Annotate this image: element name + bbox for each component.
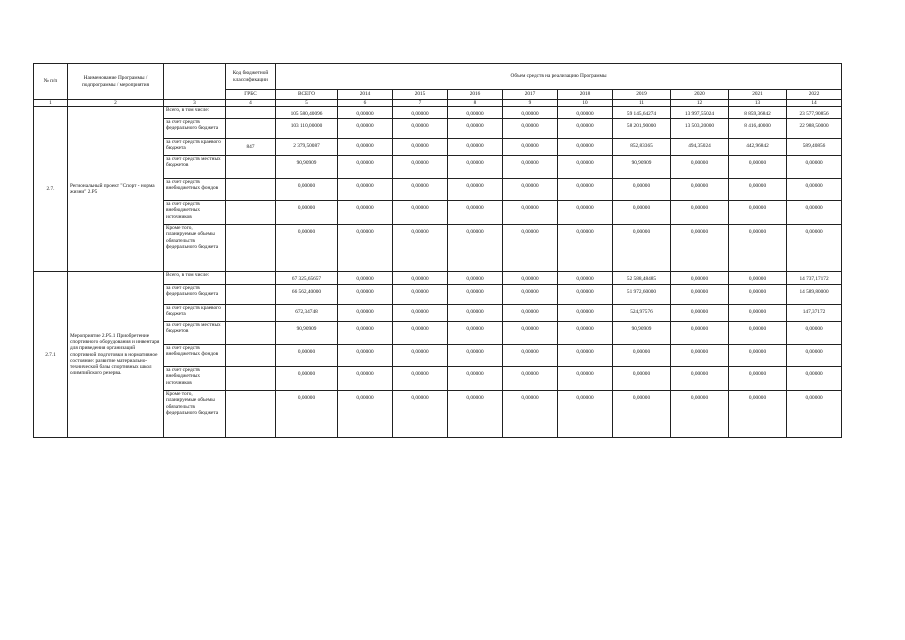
amount-cell: 0,00000 <box>276 367 338 391</box>
header-year: ВСЕГО <box>276 90 338 100</box>
row-number: 2.7.1 <box>34 272 68 438</box>
amount-cell: 0,00000 <box>503 156 558 179</box>
header-kbk: Код бюджетной классификации <box>226 64 276 90</box>
amount-cell: 0,00000 <box>558 139 613 156</box>
amount-cell: 0,00000 <box>503 322 558 345</box>
funding-source: за счет средств федерального бюджета <box>164 285 226 305</box>
amount-cell: 0,00000 <box>671 201 729 225</box>
amount-cell: 494,35024 <box>671 139 729 156</box>
amount-cell: 0,00000 <box>558 391 613 438</box>
program-name: Региональный проект "Спорт - норма жизни" 2.Р5 <box>68 107 164 272</box>
amount-cell: 0,00000 <box>613 225 671 272</box>
amount-cell: 0,00000 <box>338 139 393 156</box>
amount-cell: 0,00000 <box>787 156 842 179</box>
amount-cell: 0,00000 <box>503 391 558 438</box>
grbs-code <box>226 156 276 179</box>
amount-cell: 0,00000 <box>613 201 671 225</box>
grbs-code <box>226 225 276 272</box>
amount-cell: 0,00000 <box>671 225 729 272</box>
amount-cell: 0,00000 <box>338 179 393 201</box>
amount-cell: 0,00000 <box>729 305 787 322</box>
amount-cell: 0,00000 <box>448 225 503 272</box>
amount-cell: 0,00000 <box>503 139 558 156</box>
amount-cell: 0,00000 <box>338 272 393 285</box>
program-name: Мероприятие 2.Р5.1 Приобретение спортивного оборудования и инвентаря для приведения организаций спортивной подготовки в нормативное состояние: развитие материально-технической базы спортивных школ олимпийского резерва. <box>68 272 164 438</box>
column-index: 6 <box>338 100 393 107</box>
header-year: 2019 <box>613 90 671 100</box>
amount-cell: 90,90909 <box>276 156 338 179</box>
amount-cell: 0,00000 <box>393 345 448 367</box>
amount-cell: 0,00000 <box>558 272 613 285</box>
amount-cell: 0,00000 <box>558 156 613 179</box>
grbs-code <box>226 322 276 345</box>
amount-cell: 0,00000 <box>338 107 393 119</box>
amount-cell: 0,00000 <box>276 391 338 438</box>
funding-source: Кроме того, планируемые объемы обязательств федерального бюджета <box>164 391 226 438</box>
amount-cell: 0,00000 <box>613 179 671 201</box>
funding-source: за счет средств внебюджетных фондов <box>164 345 226 367</box>
amount-cell: 0,00000 <box>503 272 558 285</box>
amount-cell: 0,00000 <box>671 285 729 305</box>
amount-cell: 0,00000 <box>558 345 613 367</box>
amount-cell: 52 588,48485 <box>613 272 671 285</box>
amount-cell: 0,00000 <box>613 367 671 391</box>
header-year: 2021 <box>729 90 787 100</box>
amount-cell: 0,00000 <box>671 156 729 179</box>
amount-cell: 0,00000 <box>393 225 448 272</box>
amount-cell: 0,00000 <box>338 391 393 438</box>
amount-cell: 0,00000 <box>393 179 448 201</box>
funding-source: Всего, в том числе: <box>164 107 226 119</box>
amount-cell: 90,90909 <box>613 322 671 345</box>
amount-cell: 0,00000 <box>729 201 787 225</box>
amount-cell: 103 110,00000 <box>276 119 338 139</box>
amount-cell: 0,00000 <box>393 367 448 391</box>
grbs-code <box>226 285 276 305</box>
grbs-code <box>226 272 276 285</box>
amount-cell: 0,00000 <box>448 345 503 367</box>
column-index: 8 <box>448 100 503 107</box>
amount-cell: 0,00000 <box>338 201 393 225</box>
amount-cell: 0,00000 <box>613 391 671 438</box>
amount-cell: 0,00000 <box>558 107 613 119</box>
funding-source: Кроме того, планируемые объемы обязательств федерального бюджета <box>164 225 226 272</box>
column-index-row <box>34 100 842 107</box>
column-index: 13 <box>729 100 787 107</box>
amount-cell: 0,00000 <box>558 179 613 201</box>
amount-cell: 0,00000 <box>338 156 393 179</box>
grbs-code <box>226 367 276 391</box>
amount-cell: 0,00000 <box>729 156 787 179</box>
amount-cell: 442,96842 <box>729 139 787 156</box>
amount-cell: 0,00000 <box>276 201 338 225</box>
amount-cell: 0,00000 <box>276 179 338 201</box>
amount-cell: 0,00000 <box>671 391 729 438</box>
amount-cell: 0,00000 <box>448 391 503 438</box>
amount-cell: 0,00000 <box>729 391 787 438</box>
amount-cell: 0,00000 <box>276 345 338 367</box>
amount-cell: 0,00000 <box>503 179 558 201</box>
amount-cell: 0,00000 <box>338 367 393 391</box>
amount-cell: 0,00000 <box>671 305 729 322</box>
amount-cell: 2 379,50087 <box>276 139 338 156</box>
column-index: 14 <box>787 100 842 107</box>
amount-cell: 14 737,17172 <box>787 272 842 285</box>
amount-cell: 90,90909 <box>276 322 338 345</box>
amount-cell: 13 503,20000 <box>671 119 729 139</box>
header-year: 2016 <box>448 90 503 100</box>
header-volume: Объем средств на реализацию Программы <box>276 64 842 90</box>
amount-cell: 0,00000 <box>503 119 558 139</box>
column-index: 12 <box>671 100 729 107</box>
amount-cell: 0,00000 <box>338 285 393 305</box>
amount-cell: 0,00000 <box>393 201 448 225</box>
amount-cell: 0,00000 <box>338 322 393 345</box>
amount-cell: 0,00000 <box>787 201 842 225</box>
amount-cell: 0,00000 <box>448 201 503 225</box>
funding-source: за счет средств местных бюджетов <box>164 322 226 345</box>
amount-cell: 0,00000 <box>393 119 448 139</box>
amount-cell: 0,00000 <box>393 107 448 119</box>
amount-cell: 0,00000 <box>503 107 558 119</box>
amount-cell: 0,00000 <box>558 305 613 322</box>
amount-cell: 0,00000 <box>338 345 393 367</box>
amount-cell: 589,40856 <box>787 139 842 156</box>
funding-source: за счет средств внебюджетных фондов <box>164 179 226 201</box>
amount-cell: 0,00000 <box>787 345 842 367</box>
amount-cell: 67 325,65657 <box>276 272 338 285</box>
amount-cell: 0,00000 <box>729 285 787 305</box>
amount-cell: 0,00000 <box>448 285 503 305</box>
amount-cell: 0,00000 <box>558 367 613 391</box>
grbs-code <box>226 179 276 201</box>
amount-cell: 0,00000 <box>448 272 503 285</box>
funding-source: за счет средств внебюджетных источников <box>164 201 226 225</box>
column-index: 1 <box>34 100 68 107</box>
amount-cell: 0,00000 <box>503 225 558 272</box>
amount-cell: 0,00000 <box>558 285 613 305</box>
grbs-code <box>226 107 276 119</box>
amount-cell: 0,00000 <box>448 367 503 391</box>
grbs-code: 847 <box>226 139 276 156</box>
amount-cell: 0,00000 <box>393 285 448 305</box>
amount-cell: 0,00000 <box>338 225 393 272</box>
amount-cell: 0,00000 <box>448 305 503 322</box>
header-year: 2018 <box>558 90 613 100</box>
column-index: 7 <box>393 100 448 107</box>
amount-cell: 0,00000 <box>729 367 787 391</box>
column-index: 3 <box>164 100 226 107</box>
column-index: 5 <box>276 100 338 107</box>
amount-cell: 147,37172 <box>787 305 842 322</box>
amount-cell: 8 416,40000 <box>729 119 787 139</box>
amount-cell: 0,00000 <box>787 225 842 272</box>
amount-cell: 0,00000 <box>338 305 393 322</box>
amount-cell: 0,00000 <box>393 305 448 322</box>
amount-cell: 14 589,80000 <box>787 285 842 305</box>
header-num: № п/п <box>34 64 68 100</box>
header-year: 2015 <box>393 90 448 100</box>
amount-cell: 852,83365 <box>613 139 671 156</box>
amount-cell: 0,00000 <box>503 201 558 225</box>
amount-cell: 0,00000 <box>393 391 448 438</box>
amount-cell: 0,00000 <box>787 367 842 391</box>
amount-cell: 58 201,90000 <box>613 119 671 139</box>
amount-cell: 0,00000 <box>787 391 842 438</box>
amount-cell: 0,00000 <box>448 156 503 179</box>
amount-cell: 0,00000 <box>393 156 448 179</box>
amount-cell: 0,00000 <box>503 305 558 322</box>
amount-cell: 0,00000 <box>448 322 503 345</box>
amount-cell: 672,34748 <box>276 305 338 322</box>
amount-cell: 0,00000 <box>671 322 729 345</box>
header-year: 2020 <box>671 90 729 100</box>
amount-cell: 0,00000 <box>448 139 503 156</box>
amount-cell: 0,00000 <box>729 272 787 285</box>
amount-cell: 0,00000 <box>671 179 729 201</box>
amount-cell: 59 145,64274 <box>613 107 671 119</box>
amount-cell: 0,00000 <box>787 322 842 345</box>
amount-cell: 0,00000 <box>558 225 613 272</box>
amount-cell: 0,00000 <box>729 345 787 367</box>
amount-cell: 105 580,40096 <box>276 107 338 119</box>
amount-cell: 90,90909 <box>613 156 671 179</box>
funding-source: за счет средств внебюджетных источников <box>164 367 226 391</box>
header-year: 2014 <box>338 90 393 100</box>
amount-cell: 13 997,55024 <box>671 107 729 119</box>
amount-cell: 0,00000 <box>503 345 558 367</box>
amount-cell: 0,00000 <box>558 201 613 225</box>
amount-cell: 0,00000 <box>338 119 393 139</box>
grbs-code <box>226 119 276 139</box>
header-year: 2022 <box>787 90 842 100</box>
amount-cell: 0,00000 <box>558 322 613 345</box>
amount-cell: 0,00000 <box>448 107 503 119</box>
amount-cell: 0,00000 <box>787 179 842 201</box>
grbs-code <box>226 391 276 438</box>
funding-source: за счет средств местных бюджетов <box>164 156 226 179</box>
amount-cell: 0,00000 <box>729 322 787 345</box>
amount-cell: 0,00000 <box>448 179 503 201</box>
amount-cell: 0,00000 <box>503 367 558 391</box>
amount-cell: 0,00000 <box>729 179 787 201</box>
amount-cell: 0,00000 <box>671 272 729 285</box>
grbs-code <box>226 201 276 225</box>
amount-cell: 0,00000 <box>729 225 787 272</box>
amount-cell: 0,00000 <box>558 119 613 139</box>
header-year: 2017 <box>503 90 558 100</box>
column-index: 10 <box>558 100 613 107</box>
header-name: Наименование Программы / подпрограммы / мероприятия <box>68 64 164 100</box>
amount-cell: 8 859,36842 <box>729 107 787 119</box>
amount-cell: 0,00000 <box>393 139 448 156</box>
amount-cell: 0,00000 <box>671 367 729 391</box>
row-number: 2.7. <box>34 107 68 272</box>
funding-source: за счет средств федерального бюджета <box>164 119 226 139</box>
amount-cell: 0,00000 <box>393 272 448 285</box>
column-index: 2 <box>68 100 164 107</box>
grbs-code <box>226 305 276 322</box>
amount-cell: 0,00000 <box>448 119 503 139</box>
grbs-code <box>226 345 276 367</box>
amount-cell: 23 577,90856 <box>787 107 842 119</box>
column-index: 11 <box>613 100 671 107</box>
budget-table <box>33 63 842 438</box>
table-row <box>34 107 842 119</box>
amount-cell: 0,00000 <box>671 345 729 367</box>
amount-cell: 0,00000 <box>393 322 448 345</box>
amount-cell: 524,97576 <box>613 305 671 322</box>
amount-cell: 51 972,60000 <box>613 285 671 305</box>
amount-cell: 22 988,50000 <box>787 119 842 139</box>
column-index: 4 <box>226 100 276 107</box>
amount-cell: 0,00000 <box>613 345 671 367</box>
funding-source: за счет средств краевого бюджета <box>164 305 226 322</box>
funding-source: Всего, в том числе: <box>164 272 226 285</box>
table-row <box>34 272 842 285</box>
column-index: 9 <box>503 100 558 107</box>
amount-cell: 66 562,40000 <box>276 285 338 305</box>
amount-cell: 0,00000 <box>276 225 338 272</box>
funding-source: за счет средств краевого бюджета <box>164 139 226 156</box>
amount-cell: 0,00000 <box>503 285 558 305</box>
header-grbs: ГРБС <box>226 90 276 100</box>
